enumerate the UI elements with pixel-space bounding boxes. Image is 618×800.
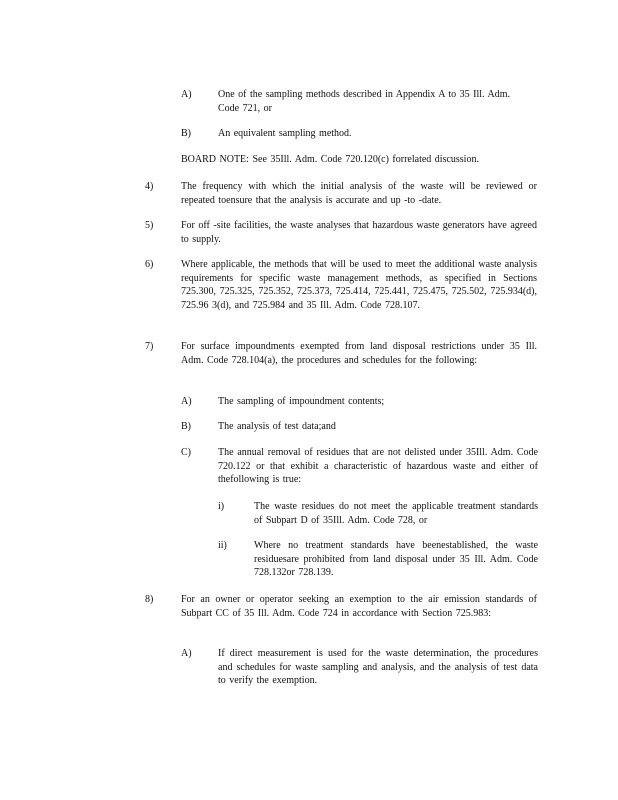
- item-b-text: An equivalent sampling method.: [218, 128, 352, 139]
- item-7c-ii-text: Where no treatment standards have beenestablished, the waste residuesare prohibited from land disposal under 35 Ill. Adm. Code 728.132or 728.139.: [254, 540, 538, 579]
- item-7-text: For surface impoundments exempted from land disposal restrictions under 35 Ill. Adm. Code 728.104(a), the procedures and schedules for the following:: [181, 341, 537, 366]
- item-7a-text: The sampling of impoundment contents;: [218, 396, 385, 407]
- item-8a-text: If direct measurement is used for the waste determination, the procedures and schedules for waste sampling and analysis, and the analysis of test data to verify the exemption.: [218, 648, 538, 687]
- item-6-label: 6): [145, 259, 154, 270]
- item-7c-i-text: The waste residues do not meet the applicable treatment standards of Subpart D of 35Ill. Adm. Code 728, or: [254, 501, 538, 526]
- item-7c-i-label: i): [218, 501, 225, 512]
- item-7b-label: B): [181, 421, 191, 432]
- item-7c-ii-label: ii): [218, 540, 227, 551]
- board-note: BOARD NOTE: See 35Ill. Adm. Code 720.120(c) forrelated discussion.: [181, 154, 479, 165]
- item-8a-label: A): [181, 648, 192, 659]
- item-7a-label: A): [181, 396, 192, 407]
- item-a-label: A): [181, 89, 192, 100]
- item-7c-text: The annual removal of residues that are not delisted under 35Ill. Adm. Code 720.122 or that exhibit a characteristic of hazardous waste and either of thefollowing is true:: [218, 447, 538, 486]
- item-7b-text: The analysis of test data;and: [218, 421, 336, 432]
- item-7c-label: C): [181, 447, 191, 458]
- item-6-text: Where applicable, the methods that will be used to meet the additional waste analysis requirements for specific waste management methods, as specified in Sections 725.300, 725.325, 725.352, 725.373, 725.414, 725.441, 725.475, 725.502, 725.934(d), 725.96 3(d), and 725.984 and 35 Ill. Adm. Code 728.107.: [181, 259, 537, 311]
- item-a-text: One of the sampling methods described in Appendix A to 35 Ill. Adm. Code 721, or: [218, 89, 510, 114]
- item-7-label: 7): [145, 341, 154, 352]
- item-5-text: For off -site facilities, the waste analyses that hazardous waste generators have agreed to supply.: [181, 220, 537, 245]
- item-b-label: B): [181, 128, 191, 139]
- item-8-text: For an owner or operator seeking an exemption to the air emission standards of Subpart CC of 35 Ill. Adm. Code 724 in accordance with Section 725.983:: [181, 594, 537, 619]
- item-5-label: 5): [145, 220, 154, 231]
- item-8-label: 8): [145, 594, 154, 605]
- item-4-label: 4): [145, 181, 154, 192]
- item-4-text: The frequency with which the initial analysis of the waste will be reviewed or repeated toensure that the analysis is accurate and up -to -date.: [181, 181, 537, 206]
